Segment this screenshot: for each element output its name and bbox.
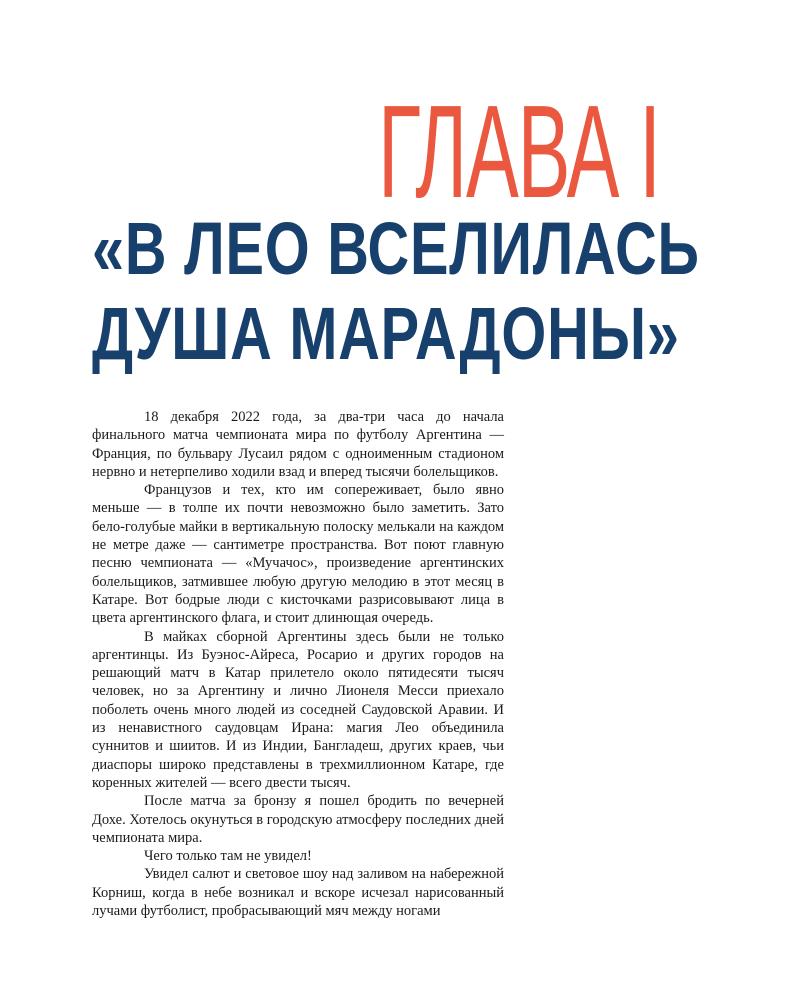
chapter-title-line-1: «В ЛЕО ВСЕЛИЛАСЬ: [92, 207, 700, 290]
paragraph-6: Увидел салют и световое шоу над заливом на набережной Корниш, когда в небе возникал и вскоре исчезал нарисованный лучами футболист, пробрасывающий мяч между ногами: [92, 866, 504, 920]
chapter-title: [92, 206, 700, 376]
paragraph-3: В майках сборной Аргентины здесь были не только аргентинцы. Из Буэнос-Айреса, Росарио и других городов на решающий матч в Катар прилетело около пятидесяти тысяч человек, но за Аргентину и лично Лионеля Месси приехало поболеть очень много людей из соседней Саудовской Аравии. И из ненавистного саудовцам Ирана: магия Лео объединила суннитов и шиитов. И из Индии, Бангладеш, других краев, чьи диаспоры широко представлены в трехмиллионном Катаре, где коренных жителей — всего двести тысяч.: [92, 628, 504, 791]
chapter-title-line-2: ДУША МАРАДОНЫ»: [92, 292, 680, 375]
chapter-label: ГЛАВА I: [378, 78, 660, 225]
body-text: [92, 408, 504, 920]
paragraph-5: Чего только там не увидел!: [144, 848, 312, 865]
paragraph-2: Французов и тех, кто им сопереживает, было явно меньше — в толпе их почти невозможно было заметить. Зато бело-голубые майки в вертикальную полоску мелькали на каждом не метре даже — сантиметре пространства. Вот поют главную песню чемпионата — «Мучачос», произведение аргентинских болельщиков, затмившее любую другую мелодию в этот месяц в Катаре. Вот бодрые люди с кисточками разрисовывают лица в цвета аргентинского флага, и стоит длинющая очередь.: [92, 482, 504, 627]
paragraph-1: 18 декабря 2022 года, за два-три часа до начала финального матча чемпионата мира по футболу Аргентина — Франция, по бульвару Лусаил рядом с одноименным стадионом нервно и нетерпеливо ходили взад и вперед тысячи болельщиков.: [92, 409, 504, 480]
paragraph-4: После матча за бронзу я пошел бродить по вечерней Дохе. Хотелось окунуться в городскую атмосферу последних дней чемпионата мира.: [92, 793, 504, 846]
